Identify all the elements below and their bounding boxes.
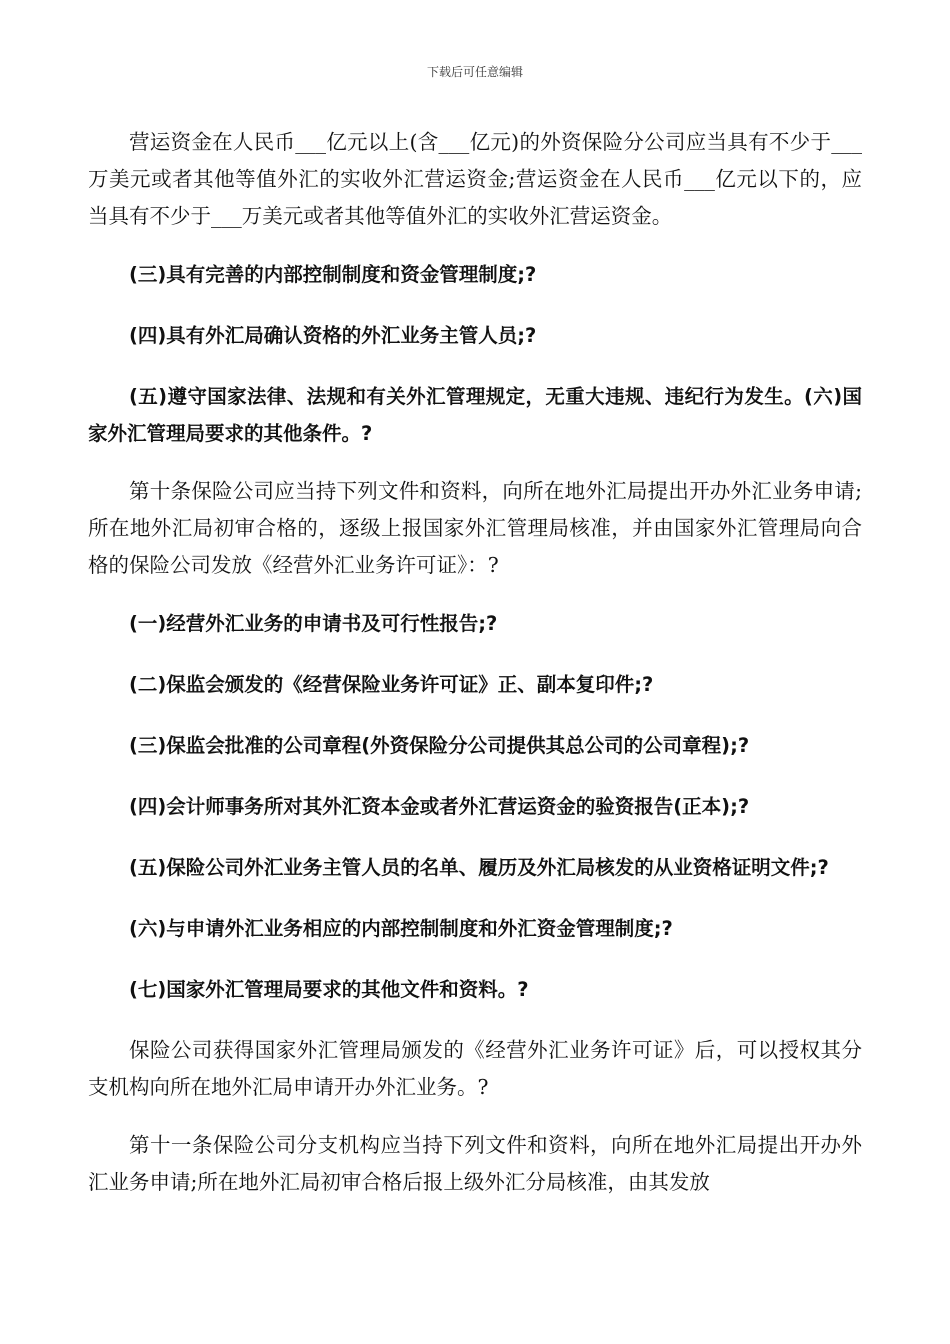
- paragraph-doc-5-personnel: (五)保险公司外汇业务主管人员的名单、履历及外汇局核发的从业资格证明文件;?: [128, 856, 829, 879]
- paragraph-branch-authorization: 保险公司获得国家外汇管理局颁发的《经营外汇业务许可证》后，可以授权其分支机构向所在地外汇局申请开办外汇业务。?: [88, 1038, 862, 1099]
- paragraph-doc-6-control-system: (六)与申请外汇业务相应的内部控制制度和外汇资金管理制度;?: [128, 917, 673, 940]
- document-body: [88, 124, 862, 1201]
- paragraph-article-11: 第十一条保险公司分支机构应当持下列文件和资料，向所在地外汇局提出开办外汇业务申请;所在地外汇局初审合格后报上级外汇分局核准，由其发放: [88, 1133, 862, 1194]
- paragraph-article-10: 第十条保险公司应当持下列文件和资料，向所在地外汇局提出开办外汇业务申请;所在地外汇局初审合格的，逐级上报国家外汇管理局核准，并由国家外汇管理局向合格的保险公司发放《经营外汇业务许可证》：?: [88, 479, 862, 577]
- paragraph-item-3-internal-control: (三)具有完善的内部控制制度和资金管理制度;?: [128, 263, 537, 286]
- page-header-note: 下载后可任意编辑: [426, 65, 523, 79]
- paragraph-doc-7-other: (七)国家外汇管理局要求的其他文件和资料。?: [128, 978, 529, 1001]
- paragraph-item-5-6-compliance: (五)遵守国家法律、法规和有关外汇管理规定，无重大违规、违纪行为发生。(六)国家外汇管理局要求的其他条件。?: [88, 385, 862, 445]
- paragraph-doc-1-application: (一)经营外汇业务的申请书及可行性报告;?: [128, 612, 498, 635]
- paragraph-doc-2-license-copy: (二)保监会颁发的《经营保险业务许可证》正、副本复印件;?: [128, 673, 654, 696]
- paragraph-doc-3-articles: (三)保监会批准的公司章程(外资保险分公司提供其总公司的公司章程);?: [128, 734, 750, 757]
- paragraph-doc-4-capital-report: (四)会计师事务所对其外汇资本金或者外汇营运资金的验资报告(正本);?: [128, 795, 750, 818]
- paragraph-item-4-supervisor: (四)具有外汇局确认资格的外汇业务主管人员;?: [128, 324, 537, 347]
- paragraph-operating-capital: 营运资金在人民币___亿元以上(含___亿元)的外资保险分公司应当具有不少于___万美元或者其他等值外汇的实收外汇营运资金;营运资金在人民币___亿元以下的，应当具有不少于___万美元或者其他等值外汇的实收外汇营运资金。: [88, 130, 862, 228]
